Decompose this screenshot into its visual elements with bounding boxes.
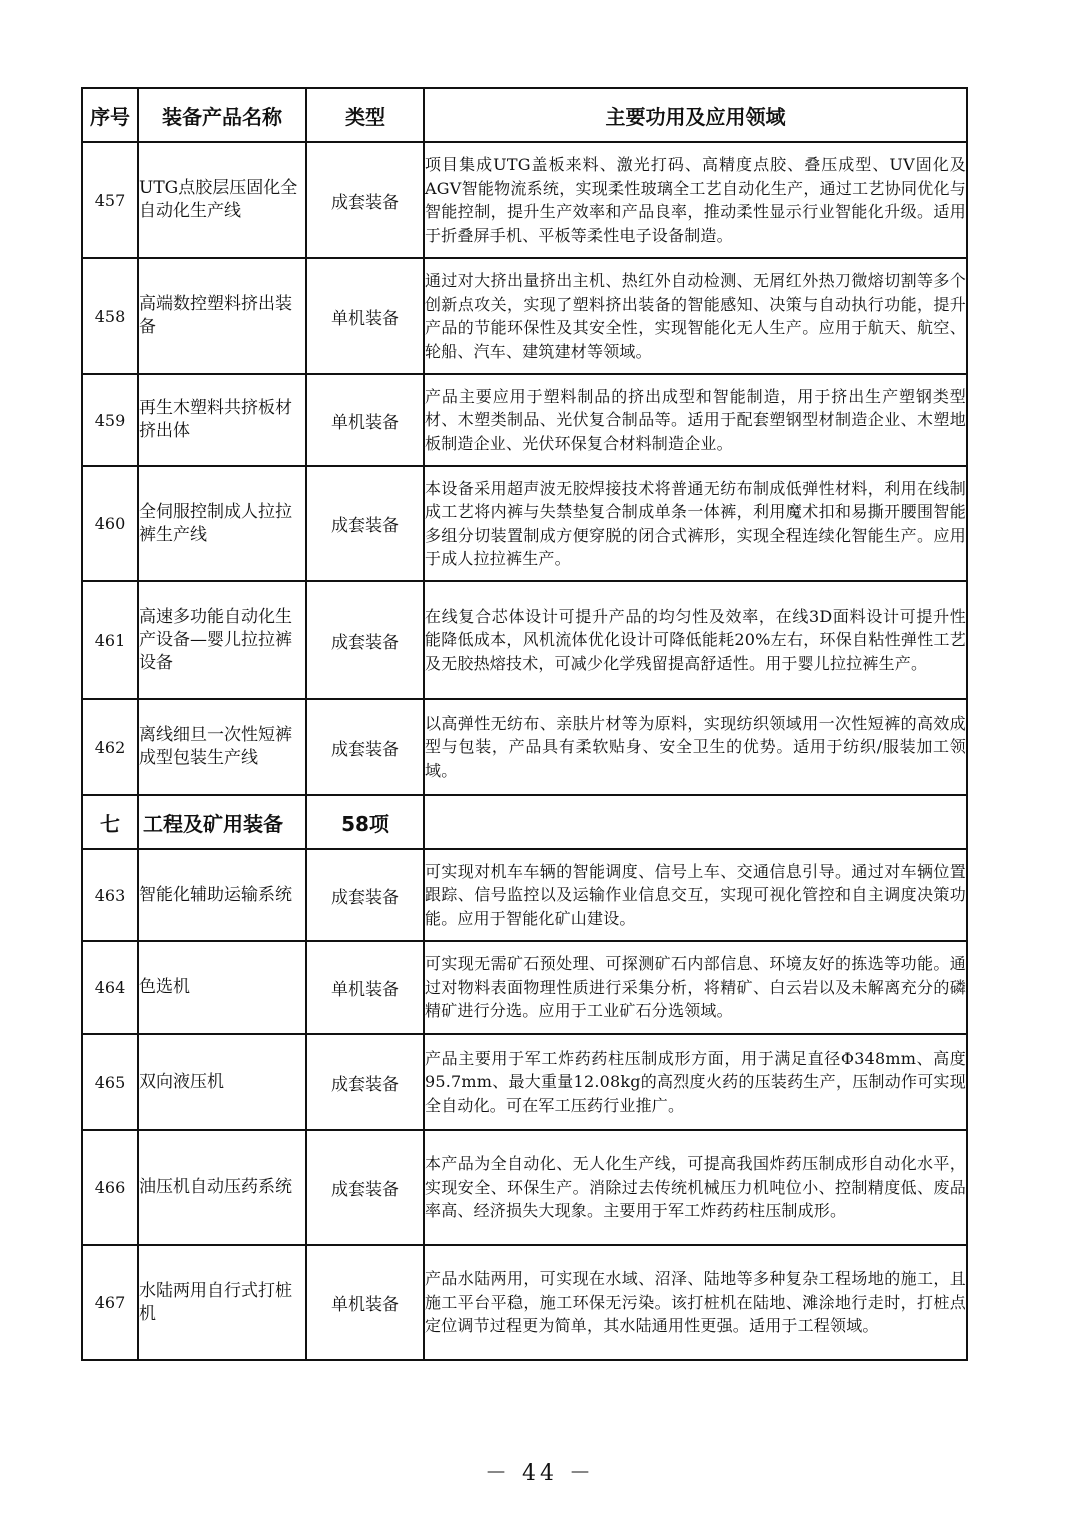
section-empty-cell xyxy=(424,795,967,849)
section-number: 七 xyxy=(82,795,138,849)
table-row xyxy=(82,1034,967,1130)
row-description: 项目集成UTG盖板来料、激光打码、高精度点胶、叠压成型、UV固化及AGV智能物流系统，实现柔性玻璃全工艺自动化生产，通过工艺协同优化与智能控制，提升生产效率和产品良率，推动柔性显示行业智能化升级。适用于折叠屏手机、平板等柔性电子设备制造。 xyxy=(424,142,967,258)
row-type: 成套装备 xyxy=(306,699,424,795)
table-row xyxy=(82,849,967,941)
row-number: 461 xyxy=(82,581,138,699)
row-description: 可实现对机车车辆的智能调度、信号上车、交通信息引导。通过对车辆位置跟踪、信号监控以及运输作业信息交互，实现可视化管控和自主调度决策功能。应用于智能化矿山建设。 xyxy=(424,849,967,941)
row-product-name: 高端数控塑料挤出装备 xyxy=(138,258,306,374)
header-desc: 主要功用及应用领域 xyxy=(424,88,967,142)
row-description: 产品水陆两用，可实现在水域、沼泽、陆地等多种复杂工程场地的施工，且施工平台平稳，施工环保无污染。该打桩机在陆地、滩涂地行走时，打桩点定位调节过程更为简单，其水陆通用性更强。适用于工程领域。 xyxy=(424,1245,967,1360)
header-type: 类型 xyxy=(306,88,424,142)
table-row xyxy=(82,581,967,699)
row-description: 本产品为全自动化、无人化生产线，可提高我国炸药压制成形自动化水平，实现安全、环保生产。消除过去传统机械压力机吨位小、控制精度低、废品率高、经济损失大现象。主要用于军工炸药药柱压制成形。 xyxy=(424,1130,967,1245)
section-row xyxy=(82,795,967,849)
header-name: 装备产品名称 xyxy=(138,88,306,142)
row-description: 本设备采用超声波无胶焊接技术将普通无纺布制成低弹性材料，利用在线制成工艺将内裤与失禁垫复合制成单条一体裤，利用魔术扣和易撕开腰围智能多组分切装置制成方便穿脱的闭合式裤形，实现全程连续化智能生产。应用于成人拉拉裤生产。 xyxy=(424,466,967,581)
row-product-name: 高速多功能自动化生产设备—婴儿拉拉裤设备 xyxy=(138,581,306,699)
row-product-name: 智能化辅助运输系统 xyxy=(138,849,306,941)
row-product-name: 双向液压机 xyxy=(138,1034,306,1130)
table-row xyxy=(82,1245,967,1360)
row-number: 460 xyxy=(82,466,138,581)
row-number: 462 xyxy=(82,699,138,795)
row-type: 单机装备 xyxy=(306,941,424,1034)
equipment-table xyxy=(81,87,968,1361)
table-row xyxy=(82,699,967,795)
table-row xyxy=(82,258,967,374)
table-row xyxy=(82,941,967,1034)
row-product-name: 再生木塑料共挤板材挤出体 xyxy=(138,374,306,466)
row-description: 通过对大挤出量挤出主机、热红外自动检测、无屑红外热刀微熔切割等多个创新点攻关，实现了塑料挤出装备的智能感知、决策与自动执行功能，提升产品的节能环保性及其安全性，实现智能化无人生产。应用于航天、航空、轮船、汽车、建筑建材等领域。 xyxy=(424,258,967,374)
row-number: 457 xyxy=(82,142,138,258)
section-title: 工程及矿用装备 xyxy=(138,795,306,849)
row-type: 成套装备 xyxy=(306,142,424,258)
row-number: 464 xyxy=(82,941,138,1034)
row-product-name: 离线细旦一次性短裤成型包装生产线 xyxy=(138,699,306,795)
row-description: 产品主要用于军工炸药药柱压制成形方面，用于满足直径Φ348mm、高度95.7mm、最大重量12.08kg的高烈度火药的压装药生产，压制动作可实现全自动化。可在军工压药行业推广。 xyxy=(424,1034,967,1130)
row-type: 成套装备 xyxy=(306,581,424,699)
row-product-name: UTG点胶层压固化全自动化生产线 xyxy=(138,142,306,258)
row-description: 可实现无需矿石预处理、可探测矿石内部信息、环境友好的拣选等功能。通过对物料表面物理性质进行采集分析，将精矿、白云岩以及未解离充分的磷精矿进行分选。应用于工业矿石分选领域。 xyxy=(424,941,967,1034)
row-type: 成套装备 xyxy=(306,849,424,941)
row-type: 成套装备 xyxy=(306,1034,424,1130)
row-number: 467 xyxy=(82,1245,138,1360)
table-row xyxy=(82,466,967,581)
page-number: － 44 － xyxy=(485,1461,595,1486)
row-number: 463 xyxy=(82,849,138,941)
row-number: 458 xyxy=(82,258,138,374)
row-description: 以高弹性无纺布、亲肤片材等为原料，实现纺织领域用一次性短裤的高效成型与包装，产品具有柔软贴身、安全卫生的优势。适用于纺织/服装加工领域。 xyxy=(424,699,967,795)
row-number: 459 xyxy=(82,374,138,466)
row-product-name: 全伺服控制成人拉拉裤生产线 xyxy=(138,466,306,581)
row-number: 466 xyxy=(82,1130,138,1245)
row-product-name: 色选机 xyxy=(138,941,306,1034)
table-header-row xyxy=(82,88,967,142)
section-count: 58项 xyxy=(306,795,424,849)
table-row xyxy=(82,374,967,466)
row-number: 465 xyxy=(82,1034,138,1130)
row-product-name: 油压机自动压药系统 xyxy=(138,1130,306,1245)
row-type: 成套装备 xyxy=(306,1130,424,1245)
table-row xyxy=(82,1130,967,1245)
row-type: 单机装备 xyxy=(306,1245,424,1360)
row-description: 在线复合芯体设计可提升产品的均匀性及效率，在线3D面料设计可提升性能降低成本，风机流体优化设计可降低能耗20%左右，环保自粘性弹性工艺及无胶热熔技术，可减少化学残留提高舒适性。用于婴儿拉拉裤生产。 xyxy=(424,581,967,699)
header-seq: 序号 xyxy=(82,88,138,142)
row-type: 成套装备 xyxy=(306,466,424,581)
row-description: 产品主要应用于塑料制品的挤出成型和智能制造，用于挤出生产塑钢类型材、木塑类制品、光伏复合制品等。适用于配套塑钢型材制造企业、木塑地板制造企业、光伏环保复合材料制造企业。 xyxy=(424,374,967,466)
table-row xyxy=(82,142,967,258)
row-type: 单机装备 xyxy=(306,374,424,466)
row-product-name: 水陆两用自行式打桩机 xyxy=(138,1245,306,1360)
row-type: 单机装备 xyxy=(306,258,424,374)
